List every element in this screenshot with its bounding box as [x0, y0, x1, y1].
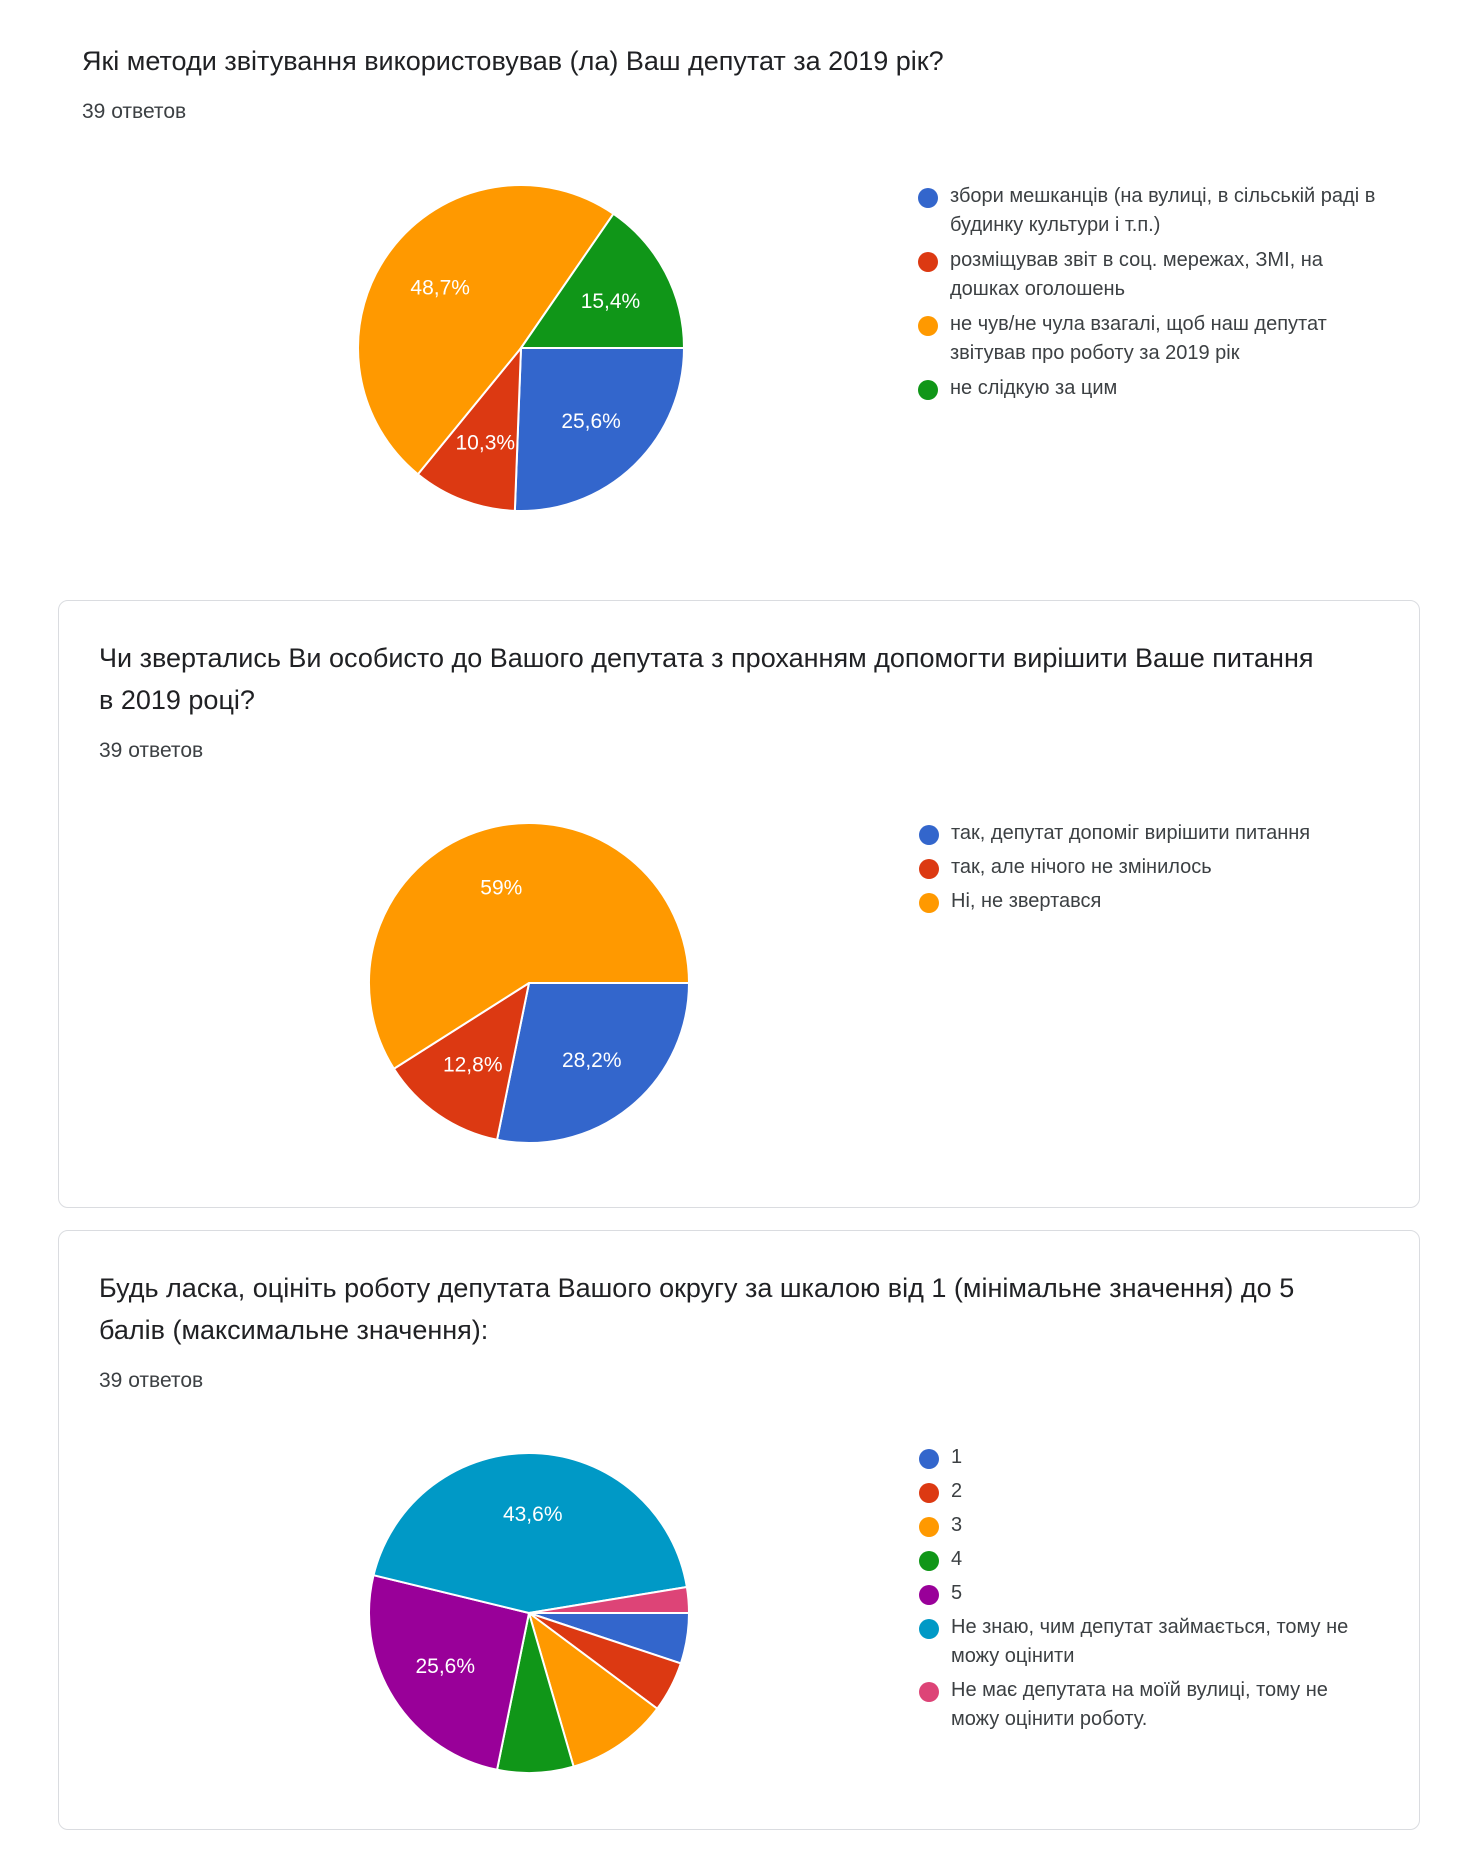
legend-label: Ні, не звертався [951, 890, 1102, 912]
chart-legend [918, 182, 1378, 409]
slice-value-label: 25,6% [415, 1655, 476, 1679]
legend-item-2[interactable] [919, 1477, 1379, 1506]
question-title: Будь ласка, оцініть роботу депутата Вашого округу за шкалою від 1 (мінімальне значення) до 5 балів (максимальне значення): [99, 1273, 1295, 1345]
legend-label: 5 [951, 1582, 963, 1604]
pie-chart [369, 1453, 689, 1773]
slice-value-label: 10,3% [455, 431, 516, 455]
legend-swatch [919, 1682, 939, 1702]
legend-swatch [919, 825, 939, 845]
pie-chart [369, 823, 689, 1143]
legend-item-6[interactable] [919, 1613, 1379, 1671]
legend-item-5[interactable] [919, 1579, 1379, 1608]
question-title: Які методи звітування використовував (ла) Ваш депутат за 2019 рік? [82, 46, 944, 76]
slice-value-label: 59% [480, 876, 523, 900]
legend-item-4[interactable] [919, 1545, 1379, 1574]
legend-label: Не має депутата на моїй вулиці, тому не можу оцінити роботу. [951, 1679, 1328, 1730]
legend-label: не чув/не чула взагалі, щоб наш депутат звітував про роботу за 2019 рік [950, 313, 1327, 364]
question-card-1 [58, 0, 1420, 590]
legend-swatch [919, 1585, 939, 1605]
legend-swatch [919, 893, 939, 913]
legend-item-3[interactable] [918, 310, 1378, 368]
slice-value-label: 25,6% [561, 409, 621, 433]
legend-label: Не знаю, чим депутат займається, тому не можу оцінити [951, 1616, 1349, 1667]
legend-item-4[interactable] [918, 374, 1378, 403]
legend-swatch [918, 316, 938, 336]
legend-item-3[interactable] [919, 1511, 1379, 1540]
legend-item-1[interactable] [919, 819, 1379, 848]
legend-item-1[interactable] [918, 182, 1378, 240]
legend-label: розміщував звіт в соц. мережах, ЗМІ, на дошках оголошень [950, 249, 1323, 300]
legend-label: 4 [951, 1548, 963, 1570]
legend-swatch [918, 252, 938, 272]
legend-item-2[interactable] [919, 853, 1379, 882]
slice-value-label: 43,6% [502, 1502, 563, 1526]
slice-value-label: 15,4% [580, 289, 641, 313]
response-count: 39 ответов [99, 739, 204, 762]
slice-value-label: 28,2% [561, 1048, 622, 1072]
legend-label: збори мешканців (на вулиці, в сільській раді в будинку культури і т.п.) [950, 185, 1376, 236]
legend-label: 3 [951, 1514, 963, 1536]
legend-label: так, депутат допоміг вирішити питання [951, 822, 1311, 844]
response-count: 39 ответов [82, 100, 187, 123]
legend-item-3[interactable] [919, 887, 1379, 916]
question-card-3 [58, 1230, 1420, 1830]
legend-swatch [919, 1449, 939, 1469]
legend-item-7[interactable] [919, 1676, 1379, 1734]
slice-value-label: 12,8% [442, 1053, 503, 1077]
legend-swatch [919, 1517, 939, 1537]
legend-swatch [919, 859, 939, 879]
response-count: 39 ответов [99, 1369, 204, 1392]
legend-swatch [918, 380, 938, 400]
legend-swatch [919, 1619, 939, 1639]
legend-label: 2 [951, 1480, 963, 1502]
chart-legend [919, 1443, 1379, 1739]
question-title: Чи звертались Ви особисто до Вашого депутата з проханням допомогти вирішити Ваше питання в 2019 році? [99, 643, 1314, 715]
pie-chart [358, 185, 684, 511]
legend-swatch [919, 1551, 939, 1571]
legend-label: не слідкую за цим [950, 377, 1118, 399]
legend-swatch [918, 188, 938, 208]
legend-item-2[interactable] [918, 246, 1378, 304]
chart-legend [919, 819, 1379, 921]
legend-item-1[interactable] [919, 1443, 1379, 1472]
legend-label: 1 [951, 1446, 963, 1468]
legend-swatch [919, 1483, 939, 1503]
slice-value-label: 48,7% [410, 276, 470, 300]
question-card-2 [58, 600, 1420, 1208]
legend-label: так, але нічого не змінилось [951, 856, 1212, 878]
